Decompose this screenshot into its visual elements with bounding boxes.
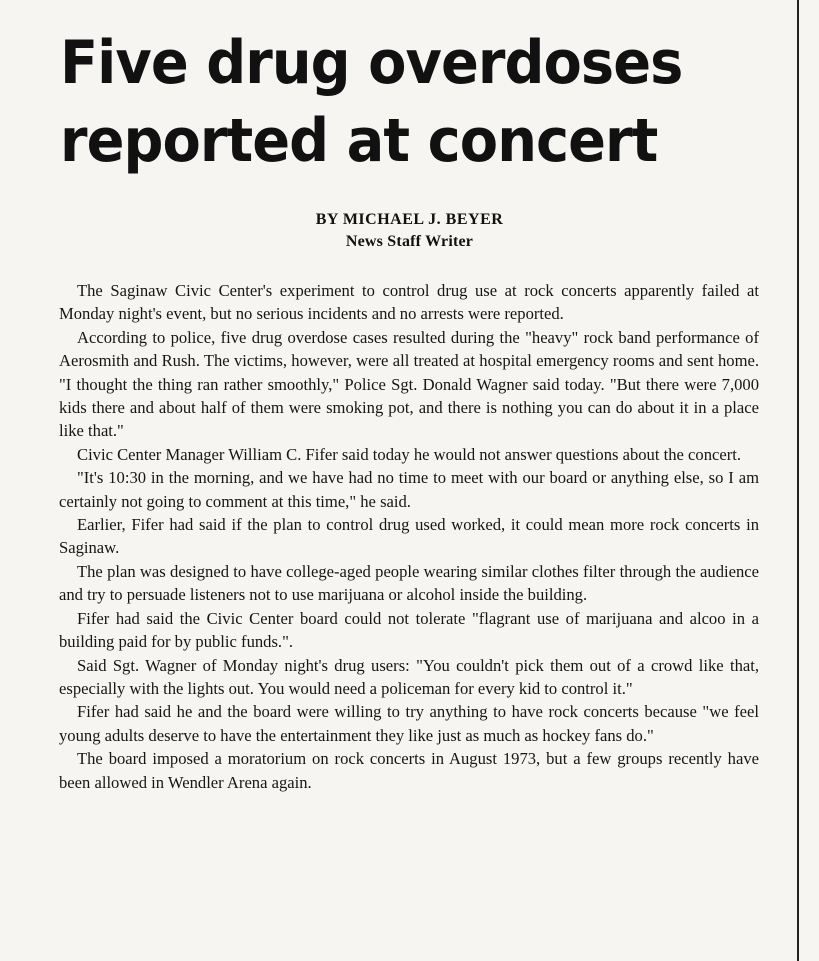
headline-line-1: Five drug overdoses xyxy=(60,28,683,98)
article-body xyxy=(59,279,759,794)
article-paragraph: The board imposed a moratorium on rock concerts in August 1973, but a few groups recently have been allowed in Wendler Arena again. xyxy=(59,749,759,792)
article-paragraph: "It's 10:30 in the morning, and we have had no time to meet with our board or anything else, so I am certainly not going to comment at this time," he said. xyxy=(59,468,759,511)
article-paragraph: Civic Center Manager William C. Fifer said today he would not answer questions about the concert. xyxy=(77,444,742,464)
byline-author: BY MICHAEL J. BEYER xyxy=(315,211,504,228)
byline-role: News Staff Writer xyxy=(345,233,474,250)
article-paragraph: According to police, five drug overdose cases resulted during the "heavy" rock band performance of Aerosmith and Rush. The victims, however, were all treated at hospital emergency rooms and sent home. "I thought the thing ran rather smoothly," Police Sgt. Donald Wagner said today. "But there were 7,000 kids there and about half of them were smoking pot, and there is nothing you can do about it in a place like that." xyxy=(59,327,759,441)
byline xyxy=(0,209,819,253)
article-paragraph: Fifer had said the Civic Center board could not tolerate "flagrant use of marijuana and alcoo in a building paid for by public funds.". xyxy=(59,608,759,652)
article-paragraph: Said Sgt. Wagner of Monday night's drug users: "You couldn't pick them out of a crowd like that, especially with the lights out. You would need a policeman for every kid to control it." xyxy=(59,655,759,698)
article-paragraph: The Saginaw Civic Center's experiment to control drug use at rock concerts apparently failed at Monday night's event, but no serious incidents and no arrests were reported. xyxy=(59,281,759,324)
article-paragraph: The plan was designed to have college-aged people wearing similar clothes filter through the audience and try to persuade listeners not to use marijuana or alcohol inside the building. xyxy=(59,561,759,605)
headline xyxy=(60,24,711,180)
article-paragraph: Earlier, Fifer had said if the plan to control drug used worked, it could mean more rock concerts in Saginaw. xyxy=(59,515,759,558)
article-paragraph: Fifer had said he and the board were willing to try anything to have rock concerts because "we feel young adults deserve to have the entertainment they like just as much as hockey fans do." xyxy=(59,702,759,745)
column-rule xyxy=(797,0,799,961)
headline-line-2: reported at concert xyxy=(60,106,658,176)
